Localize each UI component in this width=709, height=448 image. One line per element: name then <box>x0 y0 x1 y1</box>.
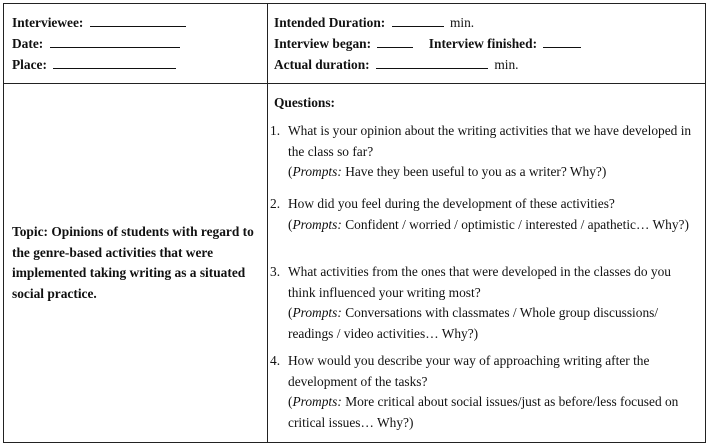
question-text: What is your opinion about the writing activities that we have developed in the class so far? <box>288 123 692 159</box>
actual-duration-label: Actual duration: <box>274 57 370 72</box>
date-label: Date: <box>12 36 44 51</box>
prompts-label: Prompts: <box>292 305 342 320</box>
actual-duration-unit: min. <box>494 57 519 72</box>
place-label: Place: <box>12 57 47 72</box>
questions-title: Questions: <box>274 95 336 110</box>
intended-duration-label: Intended Duration: <box>274 15 386 30</box>
question-item-2 <box>270 194 700 235</box>
prompts-label: Prompts: <box>292 394 342 409</box>
topic-label: Topic: <box>12 224 48 239</box>
column-divider <box>267 4 268 442</box>
question-number: 1. <box>270 123 281 138</box>
interviewee-row <box>12 12 257 33</box>
interview-times-row <box>274 33 704 54</box>
question-text: How did you feel during the development of these activities? <box>288 196 615 211</box>
interview-began-blank[interactable] <box>377 33 413 48</box>
question-text: What activities from the ones that were developed in the classes do you think influenced your writing most? <box>288 264 671 300</box>
prompt-text: More critical about social issues/just as before/less focused on critical issues… Why?) <box>288 394 679 430</box>
question-prompt: (Prompts: Conversations with classmates / Whole group discussions/ readings / video activities… Why?) <box>288 305 659 341</box>
interviewee-blank[interactable] <box>90 12 186 27</box>
question-item-1 <box>270 121 700 183</box>
question-prompt: (Prompts: Confident / worried / optimistic / interested / apathetic… Why?) <box>288 216 689 232</box>
prompt-text: Have they been useful to you as a writer? Why?) <box>345 164 607 179</box>
question-number: 4. <box>270 353 281 368</box>
question-item-4 <box>270 351 700 433</box>
question-prompt: (Prompts: Have they been useful to you as a writer? Why?) <box>288 164 607 179</box>
header-right-cell <box>274 12 704 75</box>
question-prompt: (Prompts: More critical about social issues/just as before/less focused on critical issues… Why?) <box>288 394 679 430</box>
date-row <box>12 33 257 54</box>
interviewee-label: Interviewee: <box>12 15 84 30</box>
header-left-cell <box>12 12 257 75</box>
question-number: 2. <box>270 196 281 211</box>
place-row <box>12 54 257 75</box>
intended-duration-unit: min. <box>449 15 475 30</box>
actual-duration-row <box>274 54 704 75</box>
place-blank[interactable] <box>53 54 176 69</box>
intended-duration-blank[interactable] <box>392 12 444 27</box>
prompt-text: Conversations with classmates / Whole group discussions/ readings / video activities… Why?) <box>288 305 659 341</box>
interview-finished-label: Interview finished: <box>428 36 538 51</box>
row-divider <box>4 83 705 84</box>
interview-finished-blank[interactable] <box>543 33 581 48</box>
prompts-label: Prompts: <box>292 164 342 179</box>
date-blank[interactable] <box>50 33 180 48</box>
question-text: How would you describe your way of approaching writing after the development of the tasks? <box>288 353 650 389</box>
intended-duration-row <box>274 12 704 33</box>
topic-cell <box>12 222 256 304</box>
prompts-label: Prompts: <box>292 216 342 232</box>
actual-duration-blank[interactable] <box>376 54 488 69</box>
question-number: 3. <box>270 264 281 279</box>
interview-began-label: Interview began: <box>274 36 372 51</box>
topic-text: Opinions of students with regard to the genre-based activities that were implemented taking writing as a situated social practice. <box>12 224 254 301</box>
question-item-3 <box>270 262 700 344</box>
prompt-text: Confident / worried / optimistic / interested / apathetic… Why?) <box>345 216 689 232</box>
